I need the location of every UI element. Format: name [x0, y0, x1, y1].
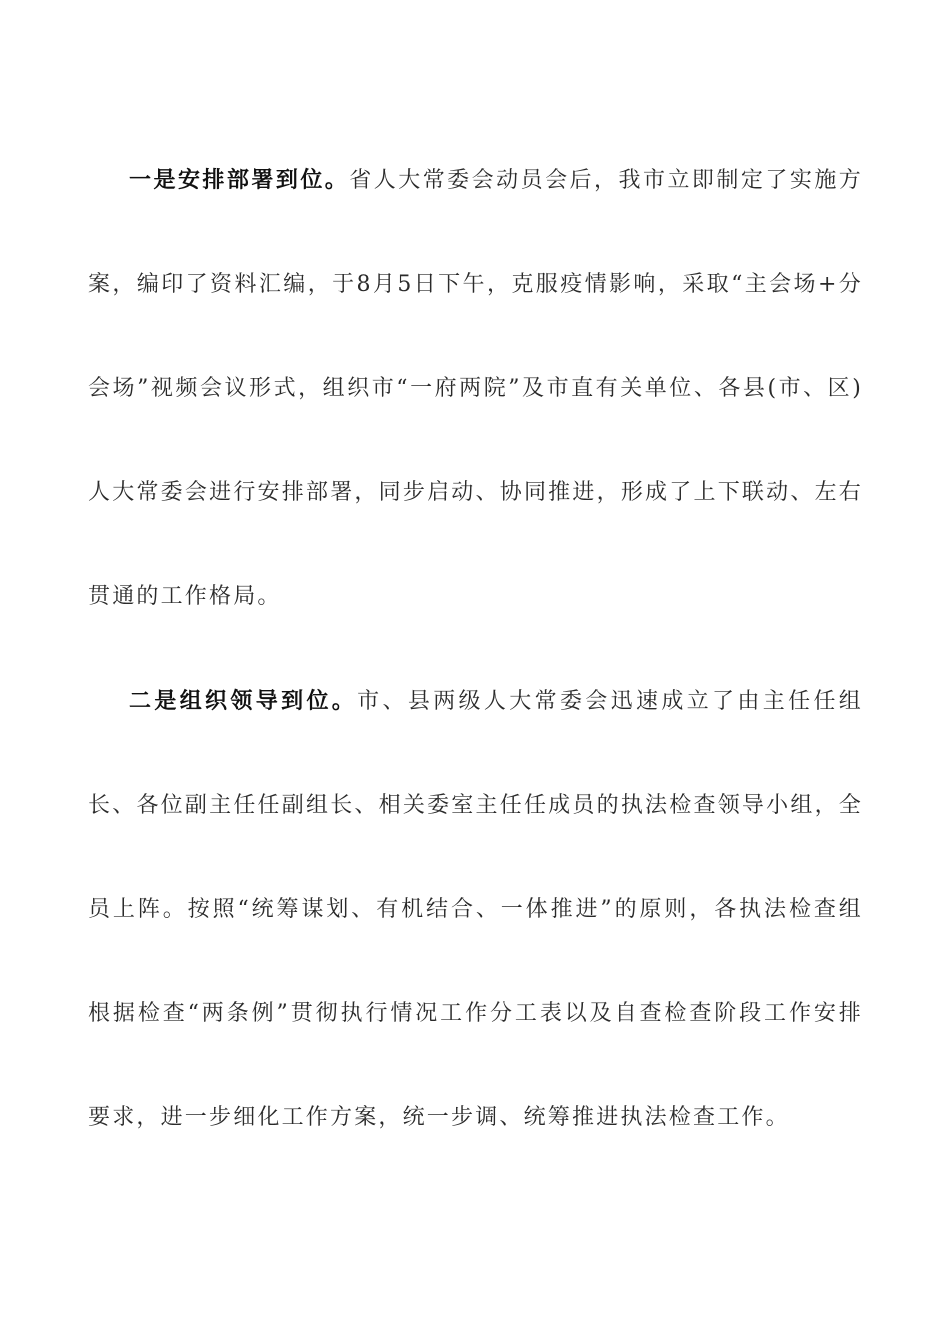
paragraph-body-text: 市、县两级人大常委会迅速成立了由主任任组长、各位副主任任副组长、相关委室主任任成员的执法检查领导小组，全员上阵。按照“统筹谋划、有机结合、一体推进”的原则，各执法检查组根据检查“两条例”贯彻执行情况工作分工表以及自查检查阶段工作安排要求，进一步细化工作方案，统一步调、统筹推进执法检查工作。: [88, 689, 863, 1130]
paragraph-leadership: [88, 649, 863, 1170]
document-body: [88, 128, 863, 1170]
paragraph-lead-heading: 一是安排部署到位。: [129, 167, 350, 193]
paragraph-body-text: 省人大常委会动员会后，我市立即制定了实施方案，编印了资料汇编，于8月5日下午，克服疫情影响，采取“主会场+分会场”视频会议形式，组织市“一府两院”及市直有关单位、各县(市、区)人大常委会进行安排部署，同步启动、协同推进，形成了上下联动、左右贯通的工作格局。: [88, 168, 863, 609]
paragraph-arrangement: [88, 128, 863, 649]
paragraph-lead-heading: 二是组织领导到位。: [129, 688, 358, 714]
